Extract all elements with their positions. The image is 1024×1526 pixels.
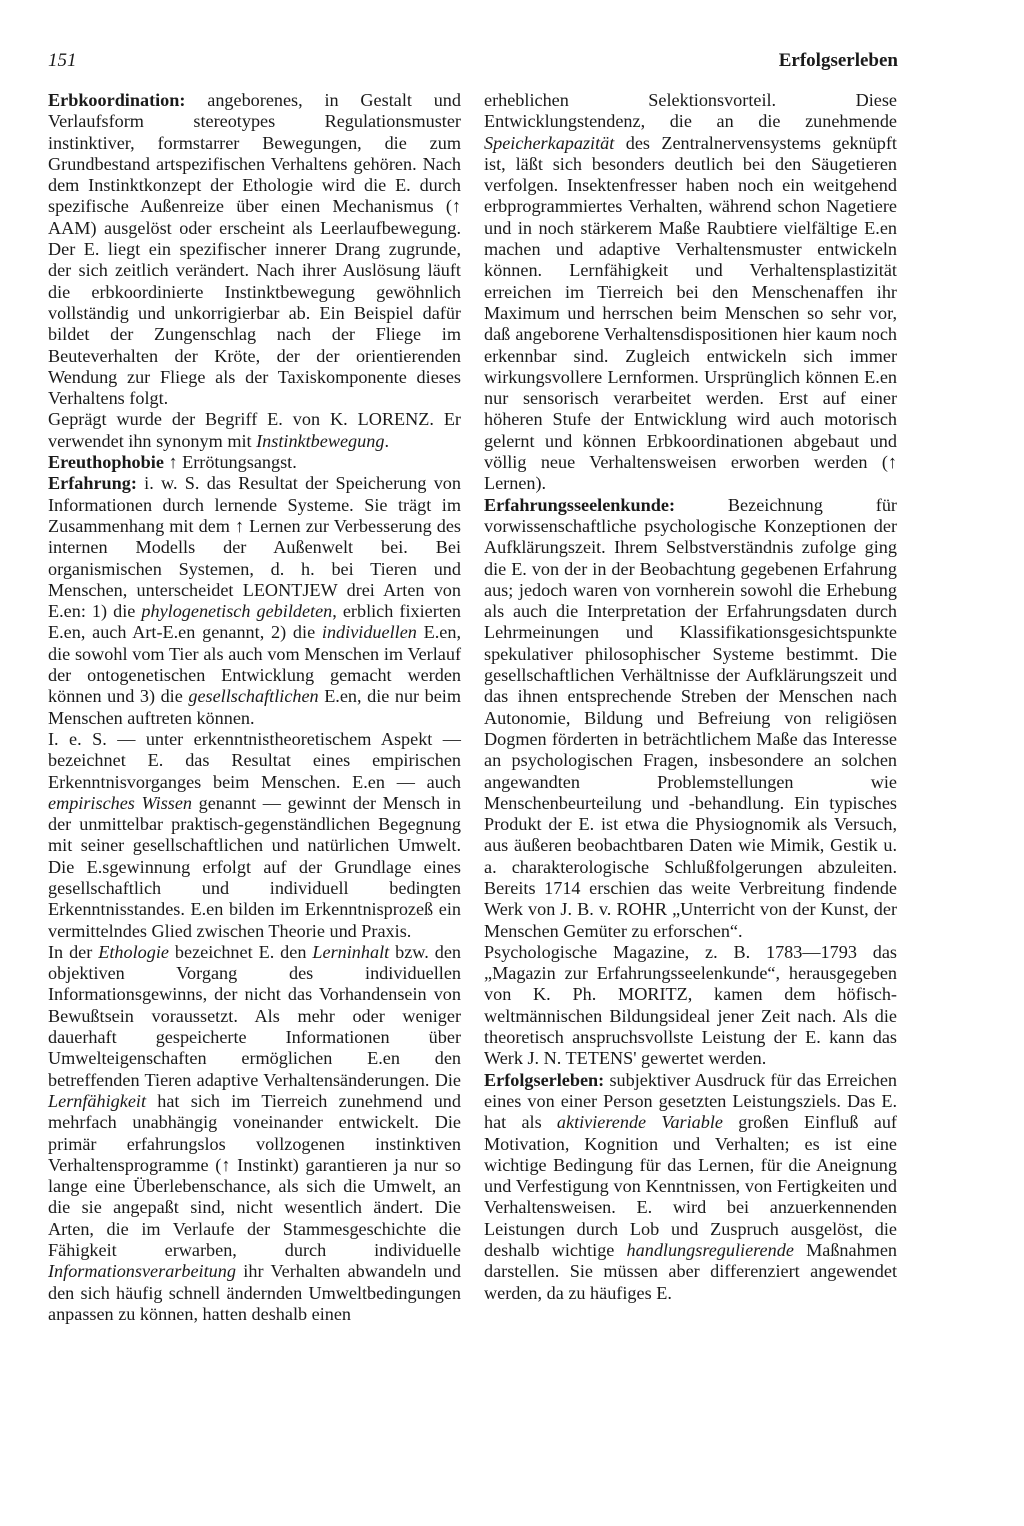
left-column	[48, 90, 461, 1325]
paragraph	[48, 942, 461, 1325]
italic-term: aktivierende Variable	[556, 1112, 723, 1133]
entry-text: angeborenes, in Gestalt und Verlaufsform stereotypes Regulationsmuster instinktiver, formstarrer Bewegungen, die zum Grundbestand artspezifischen Verhaltens gehören. Nach dem Instinktkonzept der Ethologie wird die E. durch spezifische Außenreize über einen Mechanismus (↑ AAM) ausgelöst oder erscheint als Leerlaufbewegung. Der E. liegt ein spezifischer innerer Drang zugrunde, der sich zeitlich verändert. Nach ihrer Auslösung läuft die erbkoordinierte Instinktbewegung gewöhnlich vollständig und unkorrigierbar ab. Ein Beispiel dafür bildet der Zungenschlag nach der Fliege im Beuteverhalten der Kröte, der der orientierenden Wendung zur Fliege als der Taxiskomponente dieses Verhaltens folgt.	[48, 90, 461, 409]
italic-term: empirisches Wissen	[48, 792, 193, 813]
page-header	[48, 50, 898, 80]
paragraph	[484, 90, 897, 495]
italic-term: phylogenetisch gebildeten	[141, 601, 333, 622]
paragraph-text: In der	[48, 941, 99, 962]
right-column	[484, 90, 897, 1304]
entry-term: Erfahrungsseelenkunde:	[484, 494, 675, 515]
italic-term: Lernfähigkeit	[48, 1090, 146, 1111]
paragraph-text: bezeichnet E. den	[168, 941, 313, 962]
paragraph	[484, 942, 897, 1070]
entry-erfahrungsseelenkunde	[484, 495, 897, 942]
entry-text: Maßnahmen darstellen. Sie müssen aber differenziert angewendet werden, da zu häufiges E.	[484, 1240, 897, 1303]
italic-term: Instinktbewegung	[256, 430, 385, 451]
paragraph-text: hat sich im Tierreich zunehmend und mehrfach unabhängig voneinander entwickelt. Die primär erfahrungslos vollzogenen instinktiven Verhaltensprogramme (↑ Instinkt) garantieren ja nur so lange eine Überlebenschance, als sich die Umwelt, an die sie angepaßt sind, nicht wesentlich ändert. Die Arten, die im Verlaufe der Stammesgeschichte die Fähigkeit erwarben, durch individuelle	[48, 1090, 461, 1261]
paragraph-text: .	[384, 430, 389, 451]
paragraph-text: bzw. den objektiven Vorgang des individuellen Informationsgewinns, der nicht das Vorhandensein von Bewußtsein voraussetzt. Als mehr oder weniger dauerhaft gespeicherte Informationen über Umwelteigenschaften ermöglichen E.en den betreffenden Tieren adaptive Verhaltensänderungen. Die	[48, 941, 461, 1090]
paragraph-text: Psychologische Magazine, z. B. 1783—1793 das „Magazin zur Erfahrungsseelenkunde“, herausgegeben von K. Ph. MORITZ, kamen dem höfisch-weltmännischen Bildungsideal jener Zeit nach. Als die theoretisch anspruchsvollste Leistung der E. kann das Werk J. N. TETENS' gewertet werden.	[484, 941, 897, 1069]
entry-term: Erfahrung:	[48, 473, 137, 494]
entry-erfolgserleben	[484, 1070, 897, 1304]
entry-ereuthophobie	[48, 452, 461, 473]
paragraph-text: genannt — gewinnt der Mensch in der unmittelbar praktisch-gegenständlichen Begegnung mit seiner gesellschaftlichen und natürlichen Umwelt. Die E.sgewinnung erfolgt auf der Grundlage eines gesellschaftlich und individuell bedingten Erkenntnisstandes. E.en bilden im Erkenntnisprozeß ein vermittelndes Glied zwischen Theorie und Praxis.	[48, 792, 461, 941]
page-number: 151	[48, 50, 77, 71]
entry-text: Bezeichnung für vorwissenschaftliche psychologische Konzeptionen der Aufklärungszeit. Ihrem Selbstverständnis zufolge ging die E. von der in der Beobachtung gegebenen Erfahrung aus; jedoch waren von vornherein sowohl die Erhebung als auch die Interpretation der Erfahrungsdaten durch Lehrmeinungen und Klassifikationsgesichtspunkte spekulativer philosophischer Systeme bestimmt. Die gesellschaftlichen Verhältnisse der Aufklärungszeit und das ihnen entsprechende Streben der Menschen nach Autonomie, Bildung und Befreiung von religiösen Dogmen förderten in beträchtlichem Maße das Interesse an psychologischen Fragen, insbesondere an solchen angewandten Problemstellungen wie Menschenbeurteilung und -behandlung. Ein typisches Produkt der E. ist etwa die Physiognomik als Versuch, aus äußeren beobachtbaren Daten wie Mimik, Gestik u. a. charakterologische Schlußfolgerungen abzuleiten. Bereits 1714 erschien das weite Verbreitung findende Werk von J. B. v. ROHR „Unterricht von der Kunst, der Menschen Gemüter zu erforschen“.	[484, 494, 897, 941]
entry-text: ↑ Errötungsangst.	[163, 452, 297, 473]
italic-term: gesellschaftlichen	[188, 686, 319, 707]
running-head: Erfolgserleben	[778, 50, 898, 71]
entry-term: Erfolgserleben:	[484, 1069, 605, 1090]
entry-text: E.en, die sowohl vom Tier als auch vom Menschen im Verlauf der ontogenetischen Entwicklung gemacht werden können und 3) die	[48, 622, 461, 707]
paragraph-text: ihr Verhalten abwandeln und den sich häufig schnell ändernden Umweltbedingungen anpassen zu können, hatten deshalb einen	[48, 1261, 461, 1324]
entry-text: großen Einfluß auf Motivation, Kognition und Verhalten; es ist eine wichtige Bedingung für das Lernen, für die Aneignung und Verfestigung von Kenntnissen, von Fertigkeiten und Verhaltensweisen. E. wird bei anzuerkennenden Leistungen durch Lob und Zuspruch ausgelöst, die deshalb wichtige	[484, 1112, 897, 1261]
entry-term: Erbkoordination:	[48, 90, 186, 110]
paragraph	[48, 729, 461, 942]
paragraph-text: I. e. S. — unter erkenntnistheoretischem Aspekt — bezeichnet E. das Resultat eines empirischen Erkenntnisvorganges beim Menschen. E.en — auch	[48, 728, 461, 792]
entry-erbkoordination	[48, 90, 461, 409]
italic-term: Informationsverarbeitung	[48, 1261, 236, 1282]
paragraph-text: erheblichen Selektionsvorteil. Diese Entwicklungstendenz, die an die zunehmende	[484, 90, 897, 132]
entry-erfahrung	[48, 473, 461, 729]
entry-text: i. w. S. das Resultat der Speicherung von Informationen durch lernende Systeme. Sie trägt im Zusammenhang mit dem ↑ Lernen zur Verbesserung des internen Modells der Außenwelt bei. Bei organismischen Systemen, d. h. bei Tieren und Menschen, unterscheidet LEONTJEW drei Arten von E.en: 1) die	[48, 473, 461, 622]
paragraph	[48, 409, 461, 452]
paragraph-text: des Zentralnervensystems geknüpft ist, läßt sich besonders deutlich bei den Säugetieren verfolgen. Insektenfresser haben noch ein weitgehend erbprogrammiertes Verhalten, während schon Nagetiere und in noch stärkerem Maße Raubtiere vielfältige E.en machen und adaptive Verhaltensmuster entwickeln können. Lernfähigkeit und Verhaltensplastizität erreichen im Tierreich bei den Menschenaffen ihr Maximum und herrschen beim Menschen so sehr vor, daß angeborene Verhaltensdispositionen hier kaum noch erkennbar sind. Zugleich entwickeln sich immer wirkungsvollere Lernformen. Ursprünglich können E.en nur sensorisch verarbeitet werden. Erst auf einer höheren Stufe der Entwicklung wird auch motorisch gelernt und können Erbkoordinationen abgebaut und völlig neue Verhaltensweisen erworben werden (↑ Lernen).	[484, 132, 897, 494]
entry-text: subjektiver Ausdruck für das Erreichen eines von einer Person gesetzten Leistungsziels. Das E. hat als	[484, 1069, 897, 1133]
italic-term: handlungsregulierende	[626, 1240, 794, 1261]
entry-text: E.en, die nur beim Menschen auftreten können.	[48, 686, 461, 728]
entry-text: , erblich fixierten E.en, auch Art-E.en genannt, 2) die	[48, 601, 461, 643]
italic-term: Ethologie	[98, 941, 169, 962]
paragraph-text: Geprägt wurde der Begriff E. von K. LORENZ. Er verwendet ihn synonym mit	[48, 409, 461, 451]
italic-term: individuellen	[321, 622, 417, 643]
italic-term: Lerninhalt	[312, 941, 390, 962]
italic-term: Speicherkapazität	[484, 132, 615, 153]
entry-term: Ereuthophobie	[48, 452, 164, 473]
